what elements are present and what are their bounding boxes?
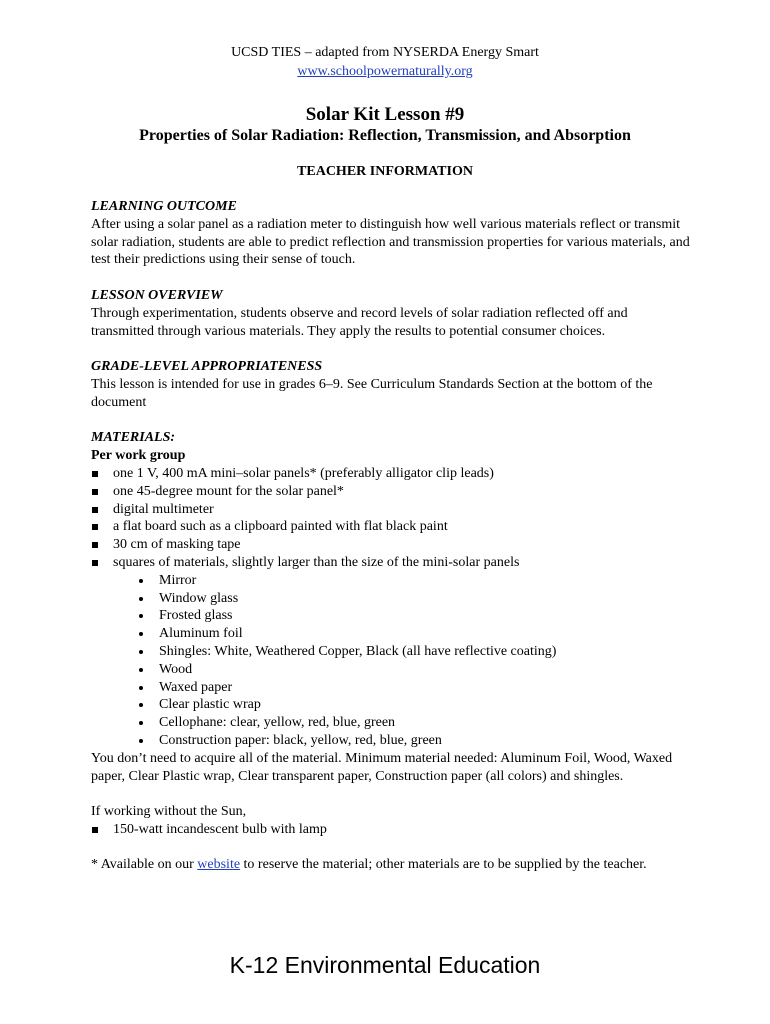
materials-sublist — [91, 572, 691, 750]
list-item: one 45-degree mount for the solar panel* — [91, 483, 691, 501]
dot-bullet-icon — [139, 668, 143, 672]
lesson-overview-text: Through experimentation, students observe and record levels of solar radiation reflected off and transmitted through various materials. They apply the results to potential consumer choices. — [91, 305, 628, 339]
page-subtitle: Properties of Solar Radiation: Reflection, Transmission, and Absorption — [139, 127, 631, 144]
materials-heading: MATERIALS: — [91, 430, 176, 446]
learning-outcome-heading: LEARNING OUTCOME — [91, 199, 237, 214]
materials-subheading: Per work group — [91, 448, 186, 464]
sub-list-item: Aluminum foil — [137, 625, 691, 643]
dot-bullet-icon — [139, 721, 143, 725]
sub-list-item: Construction paper: black, yellow, red, blue, green — [137, 732, 691, 750]
list-item: 150-watt incandescent bulb with lamp — [91, 821, 691, 839]
list-item: 30 cm of masking tape — [91, 536, 691, 554]
sub-list-item: Shingles: White, Weathered Copper, Black (all have reflective coating) — [137, 643, 691, 661]
availability-note: * Available on our website to reserve the material; other materials are to be supplied by the teacher. — [91, 857, 647, 873]
without-sun-list — [91, 821, 691, 839]
square-bullet-icon — [92, 471, 98, 477]
dot-bullet-icon — [139, 579, 143, 583]
header-line: UCSD TIES – adapted from NYSERDA Energy Smart — [231, 45, 539, 60]
list-item: squares of materials, slightly larger than the size of the mini-solar panels — [91, 554, 691, 572]
page-title: Solar Kit Lesson #9 — [305, 104, 465, 125]
sub-list-item: Waxed paper — [137, 679, 691, 697]
lesson-overview-heading: LESSON OVERVIEW — [91, 287, 223, 303]
dot-bullet-icon — [139, 739, 143, 743]
square-bullet-icon — [92, 542, 98, 548]
grade-level-heading: GRADE-LEVEL APPROPRIATENESS — [91, 359, 323, 375]
materials-note: You don’t need to acquire all of the material. Minimum material needed: Aluminum Foil, Wood, Waxed paper, Clear Plastic wrap, Clear transparent paper, Construction paper (all colors) and shingles. — [91, 750, 673, 784]
dot-bullet-icon — [139, 650, 143, 654]
sub-list-item: Mirror — [137, 572, 691, 590]
square-bullet-icon — [92, 524, 98, 530]
square-bullet-icon — [92, 507, 98, 513]
header-link-row — [0, 63, 770, 81]
list-item: digital multimeter — [91, 501, 691, 519]
footer-text: K-12 Environmental Education — [229, 952, 541, 978]
learning-outcome-text: After using a solar panel as a radiation meter to distinguish how well various materials reflect or transmit solar radiation, students are able to predict reflection and transmission properties for various materials, and test their predictions using their sense of touch. — [91, 216, 690, 268]
sub-list-item: Clear plastic wrap — [137, 696, 691, 714]
website-link[interactable]: website — [197, 857, 241, 873]
dot-bullet-icon — [139, 703, 143, 707]
sub-list-item: Wood — [137, 661, 691, 679]
header-link[interactable]: www.schoolpowernaturally.org — [297, 64, 473, 79]
sub-list-item: Window glass — [137, 590, 691, 608]
document-body — [91, 198, 691, 874]
materials-list — [91, 465, 691, 572]
square-bullet-icon — [92, 489, 98, 495]
list-item: a flat board such as a clipboard painted with flat black paint — [91, 518, 691, 536]
grade-level-text: This lesson is intended for use in grades 6–9. See Curriculum Standards Section at the bottom of the document — [91, 376, 653, 410]
list-item: one 1 V, 400 mA mini–solar panels* (preferably alligator clip leads) — [91, 465, 691, 483]
square-bullet-icon — [92, 827, 98, 833]
teacher-information-heading: TEACHER INFORMATION — [297, 164, 473, 179]
dot-bullet-icon — [139, 632, 143, 636]
dot-bullet-icon — [139, 614, 143, 618]
dot-bullet-icon — [139, 686, 143, 690]
square-bullet-icon — [92, 560, 98, 566]
sub-list-item: Frosted glass — [137, 607, 691, 625]
sub-list-item: Cellophane: clear, yellow, red, blue, green — [137, 714, 691, 732]
without-sun-text: If working without the Sun, — [91, 804, 247, 820]
dot-bullet-icon — [139, 597, 143, 601]
